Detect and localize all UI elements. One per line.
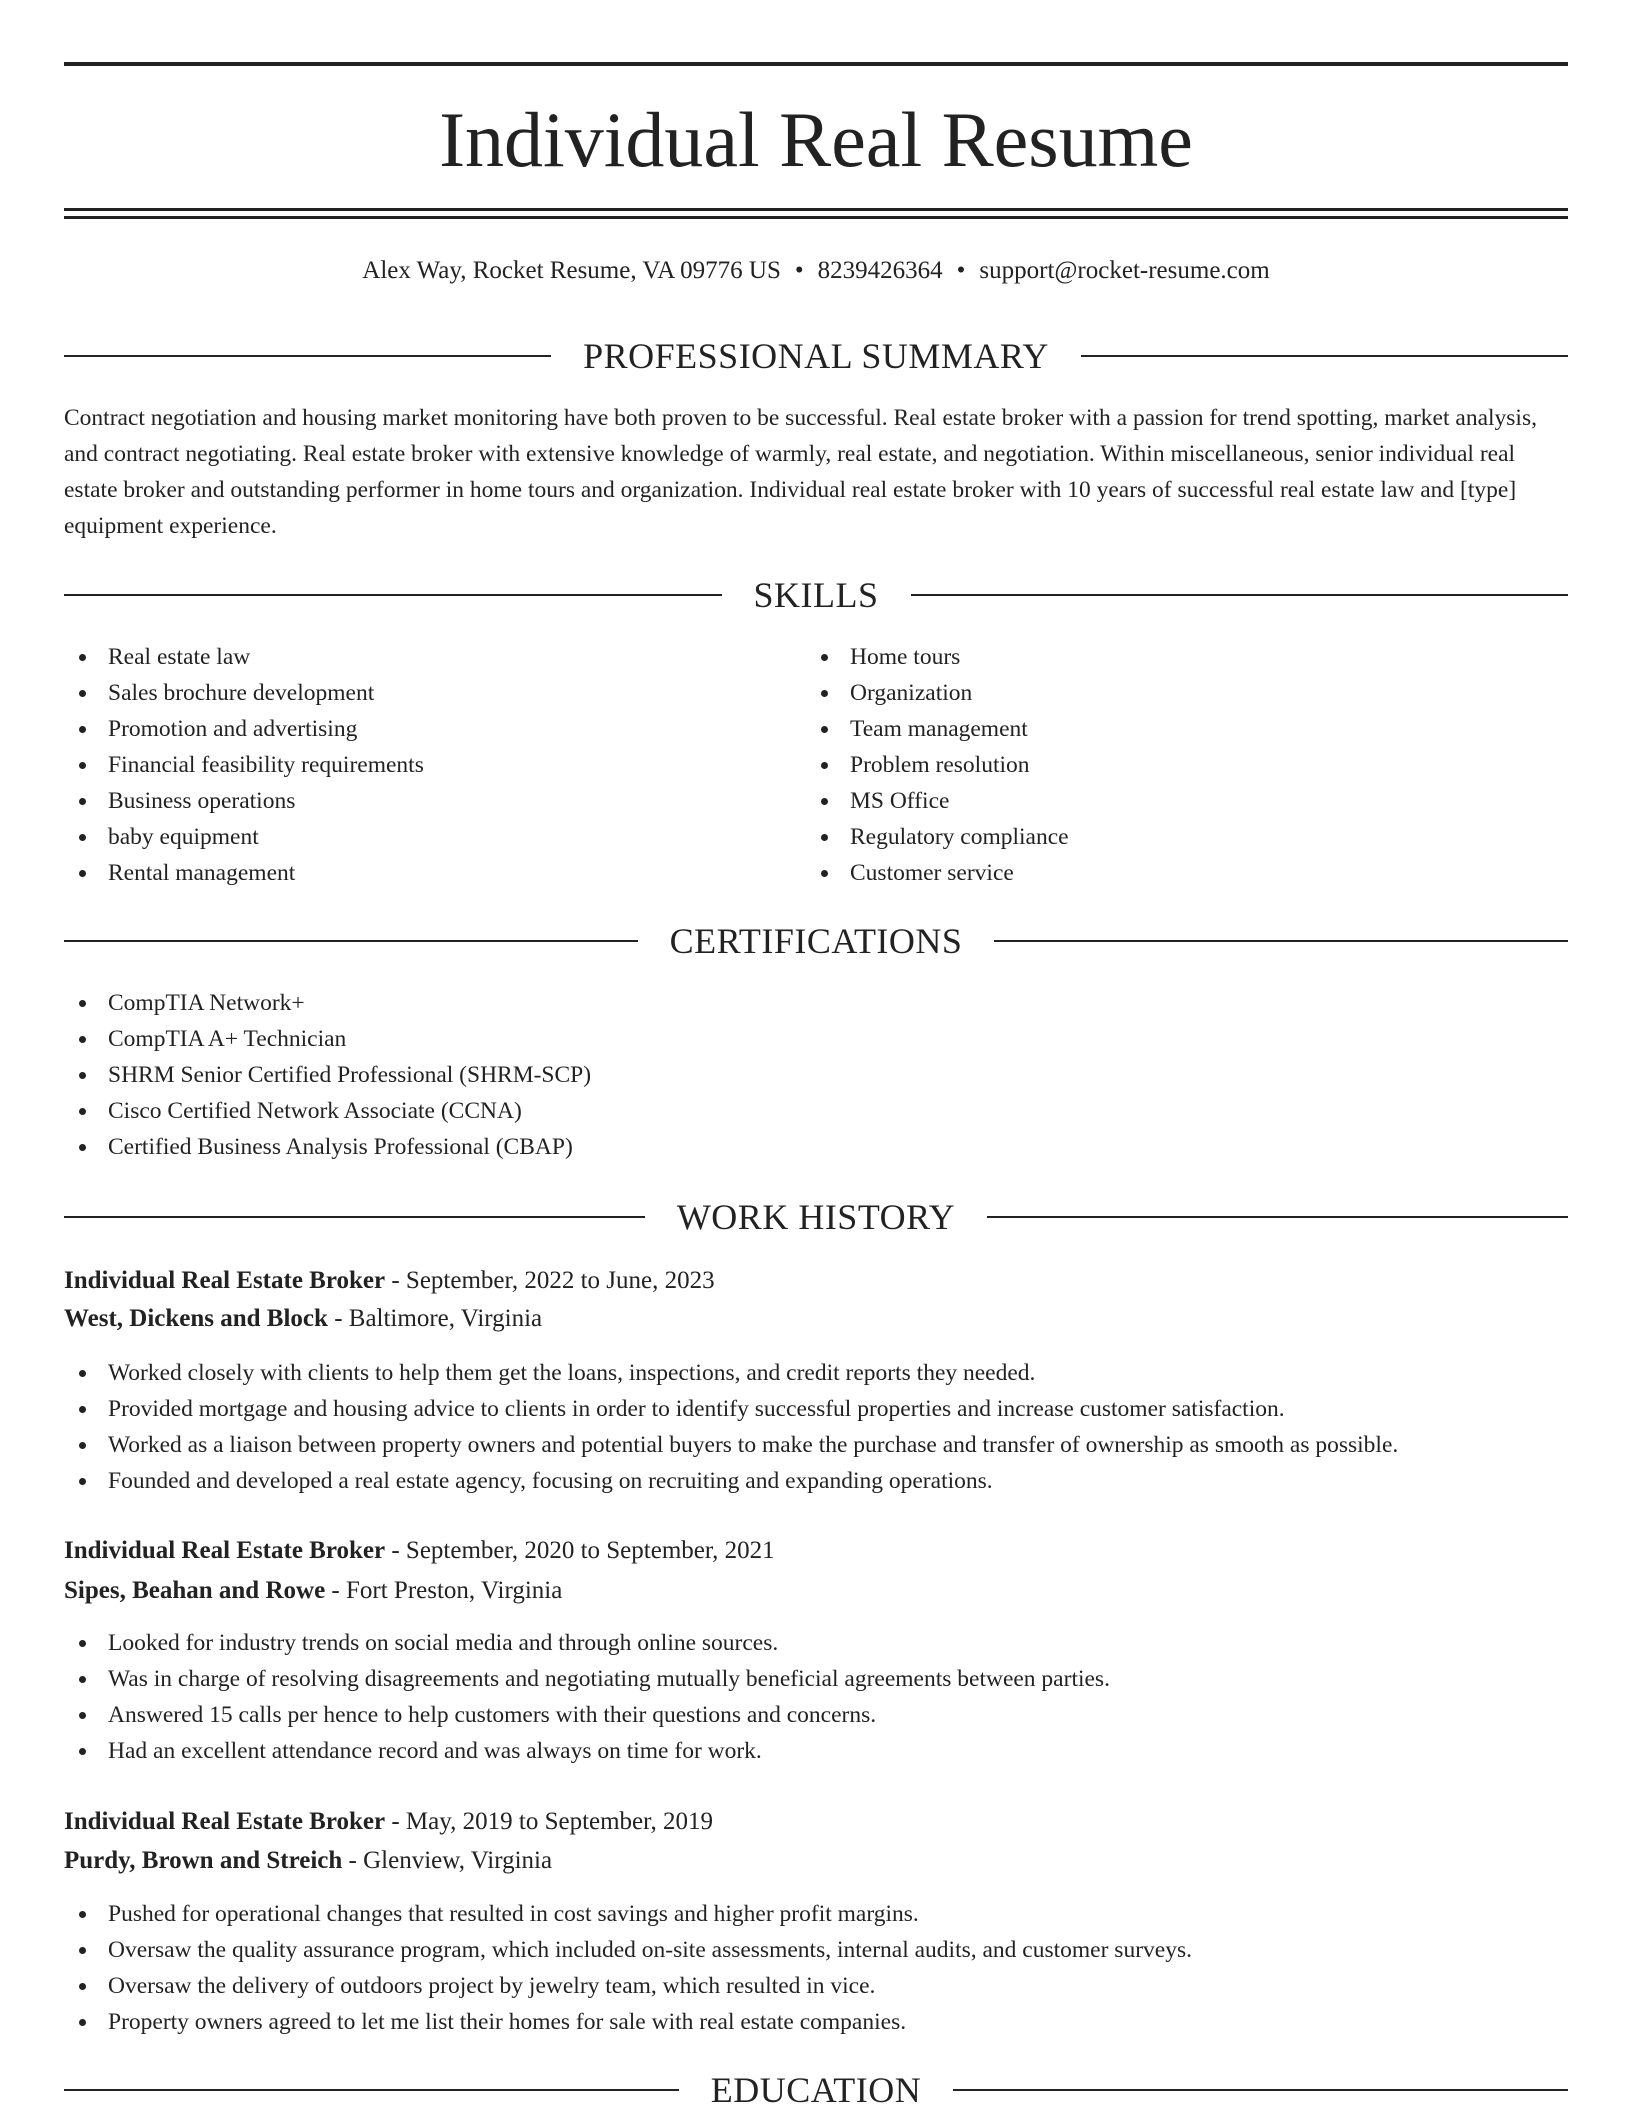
list-item: Founded and developed a real estate agency, focusing on recruiting and expanding operations. bbox=[64, 1463, 1398, 1499]
certifications-heading bbox=[64, 919, 1568, 963]
list-item: Was in charge of resolving disagreements and negotiating mutually beneficial agreements between parties. bbox=[64, 1661, 1110, 1697]
job-location: - Fort Preston, Virginia bbox=[325, 1577, 563, 1604]
list-item: MS Office bbox=[806, 783, 1069, 819]
bullet-icon bbox=[79, 762, 86, 769]
contact-line bbox=[64, 254, 1568, 288]
skills-heading bbox=[64, 573, 1568, 617]
heading-rule-right bbox=[953, 2089, 1568, 2091]
certifications-list bbox=[64, 985, 591, 1165]
job-company-line bbox=[64, 1300, 1568, 1338]
bullet-icon bbox=[821, 726, 828, 733]
job-company: West, Dickens and Block bbox=[64, 1305, 328, 1332]
bullet-icon bbox=[79, 834, 86, 841]
heading-rule-left bbox=[64, 355, 551, 357]
resume-title: Individual Real Resume bbox=[439, 96, 1193, 183]
list-item: Promotion and advertising bbox=[64, 711, 424, 747]
summary-text: Contract negotiation and housing market monitoring have both proven to be successful. Real estate broker with a passion for trend spotting, market analysis, and contract negotiating. Real estate broker with extensive knowledge of warmly, real estate, and negotiation. Within miscellaneous, senior individual real estate broker and outstanding performer in home tours and organization. Individual real estate broker with 10 years of successful real estate law and [type] equipment experience. bbox=[64, 405, 1537, 539]
heading-rule-right bbox=[987, 1216, 1568, 1218]
bullet-icon bbox=[79, 1640, 86, 1647]
bullet-icon bbox=[79, 726, 86, 733]
bullet-icon bbox=[79, 1983, 86, 1990]
contact-address: Alex Way, Rocket Resume, VA 09776 US bbox=[362, 257, 781, 284]
bullet-icon bbox=[79, 1478, 86, 1485]
education-heading-label: EDUCATION bbox=[710, 2070, 922, 2110]
skills-list-right bbox=[806, 639, 1069, 891]
list-item: baby equipment bbox=[64, 819, 424, 855]
contact-separator: • bbox=[956, 257, 966, 284]
list-item: Worked as a liaison between property owners and potential buyers to make the purchase and transfer of ownership as smooth as possible. bbox=[64, 1427, 1398, 1463]
bullet-icon bbox=[79, 690, 86, 697]
contact-phone: 8239426364 bbox=[817, 257, 943, 284]
list-item: Oversaw the delivery of outdoors project by jewelry team, which resulted in vice. bbox=[64, 1968, 1192, 2004]
job-dates: - May, 2019 to September, 2019 bbox=[385, 1808, 713, 1835]
bullet-icon bbox=[79, 1000, 86, 1007]
job-company: Sipes, Beahan and Rowe bbox=[64, 1577, 326, 1604]
education-heading bbox=[64, 2068, 1568, 2112]
job-title: Individual Real Estate Broker bbox=[64, 1808, 386, 1835]
job-title: Individual Real Estate Broker bbox=[64, 1537, 386, 1564]
list-item: Business operations bbox=[64, 783, 424, 819]
bullet-icon bbox=[79, 1036, 86, 1043]
list-item: Pushed for operational changes that resulted in cost savings and higher profit margins. bbox=[64, 1896, 1192, 1932]
bullet-icon bbox=[821, 798, 828, 805]
list-item: Had an excellent attendance record and was always on time for work. bbox=[64, 1733, 1110, 1769]
list-item: Organization bbox=[806, 675, 1069, 711]
list-item: Customer service bbox=[806, 855, 1069, 891]
heading-rule-right bbox=[994, 940, 1568, 942]
bullet-icon bbox=[79, 1676, 86, 1683]
bullet-icon bbox=[79, 1406, 86, 1413]
job-bullets bbox=[64, 1625, 1110, 1769]
heading-rule-left bbox=[64, 594, 722, 596]
list-item: Certified Business Analysis Professional (CBAP) bbox=[64, 1129, 591, 1165]
job-location: - Baltimore, Virginia bbox=[327, 1305, 543, 1332]
bullet-icon bbox=[821, 762, 828, 769]
job-bullets bbox=[64, 1896, 1192, 2040]
list-item: Home tours bbox=[806, 639, 1069, 675]
top-rule bbox=[64, 62, 1568, 66]
heading-rule-right bbox=[911, 594, 1569, 596]
bullet-icon bbox=[821, 654, 828, 661]
job-title-line bbox=[64, 1803, 1568, 1841]
bullet-icon bbox=[79, 870, 86, 877]
work-history-heading-label: WORK HISTORY bbox=[676, 1197, 956, 1237]
heading-rule-left bbox=[64, 940, 638, 942]
bullet-icon bbox=[79, 1712, 86, 1719]
job-dates: - September, 2020 to September, 2021 bbox=[385, 1537, 775, 1564]
list-item: Problem resolution bbox=[806, 747, 1069, 783]
list-item: Property owners agreed to let me list their homes for sale with real estate companies. bbox=[64, 2004, 1192, 2040]
job-location: - Glenview, Virginia bbox=[342, 1847, 553, 1874]
list-item: Cisco Certified Network Associate (CCNA) bbox=[64, 1093, 591, 1129]
job-title-line bbox=[64, 1532, 1568, 1570]
list-item: Answered 15 calls per hence to help customers with their questions and concerns. bbox=[64, 1697, 1110, 1733]
list-item: Provided mortgage and housing advice to clients in order to identify successful properties and increase customer satisfaction. bbox=[64, 1391, 1398, 1427]
list-item: Sales brochure development bbox=[64, 675, 424, 711]
job-bullets bbox=[64, 1355, 1398, 1499]
certifications-heading-label: CERTIFICATIONS bbox=[669, 921, 963, 961]
job-title: Individual Real Estate Broker bbox=[64, 1267, 386, 1294]
summary-heading bbox=[64, 334, 1568, 378]
list-item: Worked closely with clients to help them get the loans, inspections, and credit reports they needed. bbox=[64, 1355, 1398, 1391]
list-item: SHRM Senior Certified Professional (SHRM-SCP) bbox=[64, 1057, 591, 1093]
bullet-icon bbox=[79, 1072, 86, 1079]
bullet-icon bbox=[821, 690, 828, 697]
title-rule-upper bbox=[64, 208, 1568, 211]
bullet-icon bbox=[79, 798, 86, 805]
heading-rule-right bbox=[1081, 355, 1568, 357]
list-item: Looked for industry trends on social media and through online sources. bbox=[64, 1625, 1110, 1661]
job-company: Purdy, Brown and Streich bbox=[64, 1847, 343, 1874]
list-item: CompTIA Network+ bbox=[64, 985, 591, 1021]
list-item: Real estate law bbox=[64, 639, 424, 675]
bullet-icon bbox=[821, 870, 828, 877]
heading-rule-left bbox=[64, 1216, 645, 1218]
list-item: Financial feasibility requirements bbox=[64, 747, 424, 783]
bullet-icon bbox=[79, 1947, 86, 1954]
title-rule-lower bbox=[64, 216, 1568, 219]
list-item: Team management bbox=[806, 711, 1069, 747]
bullet-icon bbox=[821, 834, 828, 841]
bullet-icon bbox=[79, 1911, 86, 1918]
contact-separator: • bbox=[794, 257, 804, 284]
skills-list-left bbox=[64, 639, 424, 891]
job-dates: - September, 2022 to June, 2023 bbox=[385, 1267, 715, 1294]
bullet-icon bbox=[79, 1442, 86, 1449]
contact-email: support@rocket-resume.com bbox=[979, 257, 1270, 284]
skills-heading-label: SKILLS bbox=[753, 575, 879, 615]
bullet-icon bbox=[79, 1108, 86, 1115]
job-title-line bbox=[64, 1262, 1568, 1300]
bullet-icon bbox=[79, 1370, 86, 1377]
list-item: Rental management bbox=[64, 855, 424, 891]
list-item: Oversaw the quality assurance program, which included on-site assessments, internal audits, and customer surveys. bbox=[64, 1932, 1192, 1968]
list-item: CompTIA A+ Technician bbox=[64, 1021, 591, 1057]
list-item: Regulatory compliance bbox=[806, 819, 1069, 855]
job-company-line bbox=[64, 1572, 1568, 1610]
summary-heading-label: PROFESSIONAL SUMMARY bbox=[583, 336, 1049, 376]
heading-rule-left bbox=[64, 2089, 679, 2091]
bullet-icon bbox=[79, 1144, 86, 1151]
work-history-heading bbox=[64, 1195, 1568, 1239]
job-company-line bbox=[64, 1842, 1568, 1880]
bullet-icon bbox=[79, 1748, 86, 1755]
bullet-icon bbox=[79, 654, 86, 661]
bullet-icon bbox=[79, 2019, 86, 2026]
